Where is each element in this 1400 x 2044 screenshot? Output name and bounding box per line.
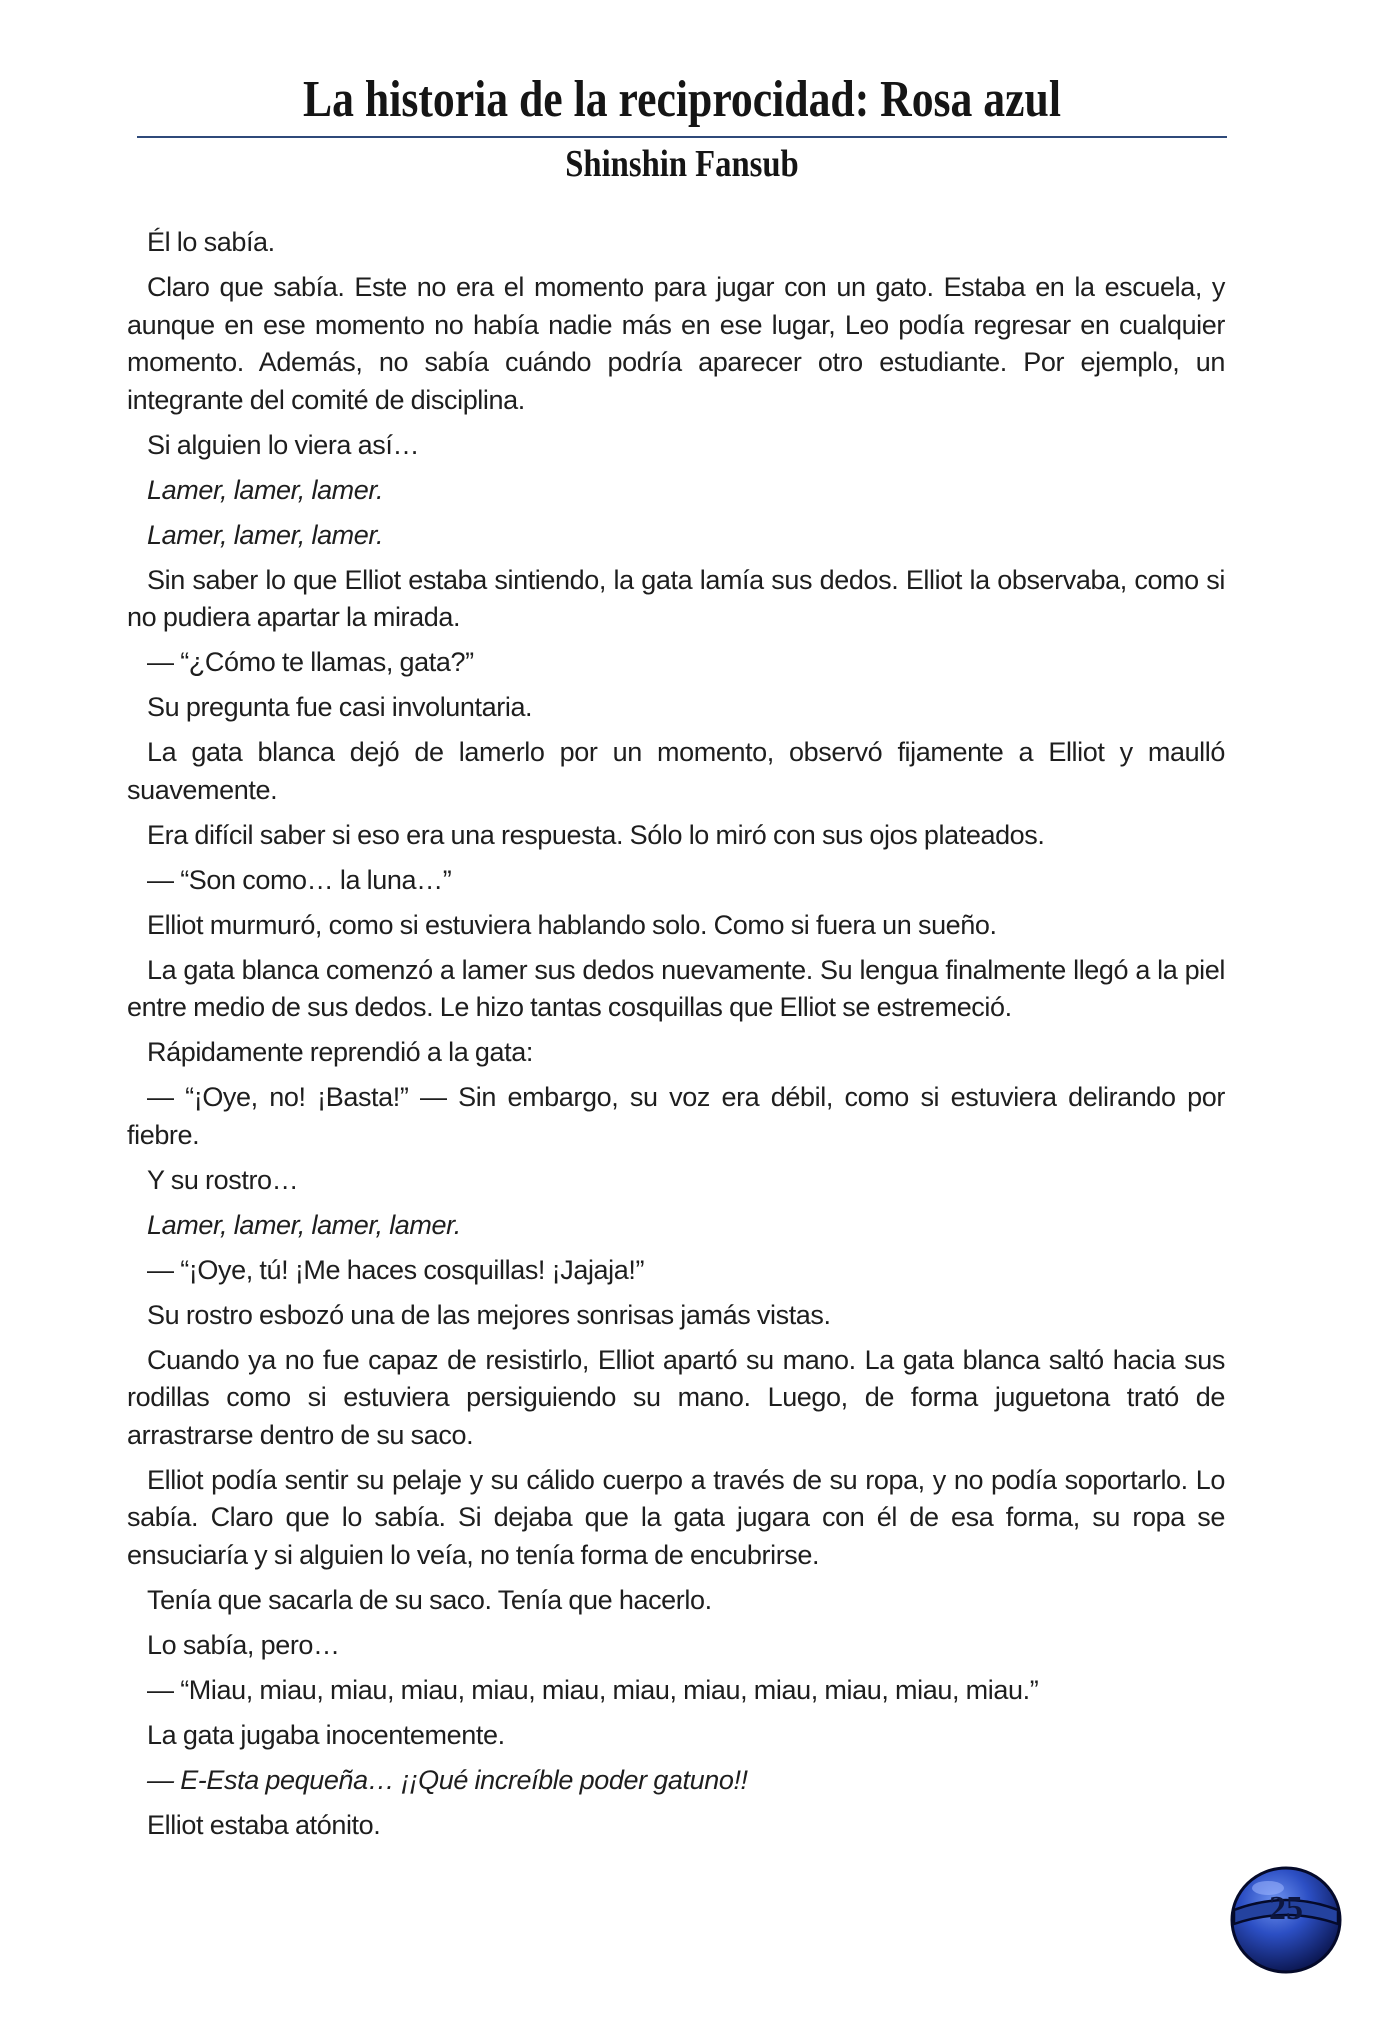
paragraph: La gata blanca comenzó a lamer sus dedos nuevamente. Su lengua finalmente llegó a la piel entre medio de sus dedos. Le hizo tantas cosquillas que Elliot se estremeció.	[127, 954, 1225, 1022]
title-divider	[137, 136, 1227, 138]
book-subtitle: Shinshin Fansub	[565, 143, 799, 185]
paragraph: Elliot murmuró, como si estuviera hablando solo. Como si fuera un sueño.	[147, 909, 997, 940]
paragraph: Su pregunta fue casi involuntaria.	[147, 692, 533, 722]
paragraph: — “¿Cómo te llamas, gata?”	[147, 647, 474, 677]
paragraph: — “Miau, miau, miau, miau, miau, miau, miau, miau, miau, miau, miau, miau.”	[147, 1674, 1039, 1705]
paragraph: Lamer, lamer, lamer.	[147, 474, 384, 505]
paragraph: Claro que sabía. Este no era el momento para jugar con un gato. Estaba en la escuela, y aunque en ese momento no había nadie más en ese lugar, Leo podía regresar en cualquier momento. Además, no sabía cuándo podría aparecer otro estudiante. Por ejemplo, un integrante del comité de disciplina.	[127, 272, 1225, 415]
page-number-badge	[1224, 1860, 1348, 1978]
book-title: La historia de la reciprocidad: Rosa azul	[303, 71, 1061, 128]
paragraph: Si alguien lo viera así…	[147, 429, 420, 460]
paragraph: — “¡Oye, no! ¡Basta!” — Sin embargo, su voz era débil, como si estuviera delirando por fiebre.	[127, 1082, 1225, 1150]
paragraph: Y su rostro…	[147, 1164, 299, 1195]
chapter-body	[127, 224, 1225, 1852]
paragraph: Cuando ya no fue capaz de resistirlo, Elliot apartó su mano. La gata blanca saltó hacia sus rodillas como si estuviera persiguiendo su mano. Luego, de forma juguetona trató de arrastrarse dentro de su saco.	[127, 1344, 1225, 1450]
paragraph: Lamer, lamer, lamer, lamer.	[147, 1209, 461, 1240]
paragraph: La gata blanca dejó de lamerlo por un momento, observó fijamente a Elliot y maulló suavemente.	[127, 737, 1225, 805]
paragraph: Era difícil saber si eso era una respuesta. Sólo lo miró con sus ojos plateados.	[147, 819, 1045, 850]
paragraph: Él lo sabía.	[147, 227, 275, 257]
paragraph: Elliot estaba atónito.	[147, 1809, 381, 1840]
paragraph: Sin saber lo que Elliot estaba sintiendo, la gata lamía sus dedos. Elliot la observaba, como si no pudiera apartar la mirada.	[127, 564, 1225, 632]
paragraph: Rápidamente reprendió a la gata:	[147, 1037, 533, 1067]
paragraph: Lo sabía, pero…	[147, 1629, 340, 1660]
paragraph: Lamer, lamer, lamer.	[147, 519, 384, 550]
page-number: 25	[1269, 1890, 1303, 1927]
paragraph: Tenía que sacarla de su saco. Tenía que hacerlo.	[147, 1584, 712, 1615]
paragraph: — “¡Oye, tú! ¡Me haces cosquillas! ¡Jajaja!”	[147, 1254, 645, 1285]
paragraph: Elliot podía sentir su pelaje y su cálido cuerpo a través de su ropa, y no podía soportarlo. Lo sabía. Claro que lo sabía. Si dejaba que la gata jugara con él de esa forma, su ropa se ensuciaría y si alguien lo veía, no tenía forma de encubrirse.	[127, 1464, 1225, 1570]
paragraph: — “Son como… la luna…”	[147, 864, 452, 895]
paragraph: La gata jugaba inocentemente.	[147, 1719, 505, 1750]
paragraph: — E-Esta pequeña… ¡¡Qué increíble poder gatuno!!	[147, 1764, 748, 1795]
paragraph: Su rostro esbozó una de las mejores sonrisas jamás vistas.	[147, 1299, 831, 1330]
